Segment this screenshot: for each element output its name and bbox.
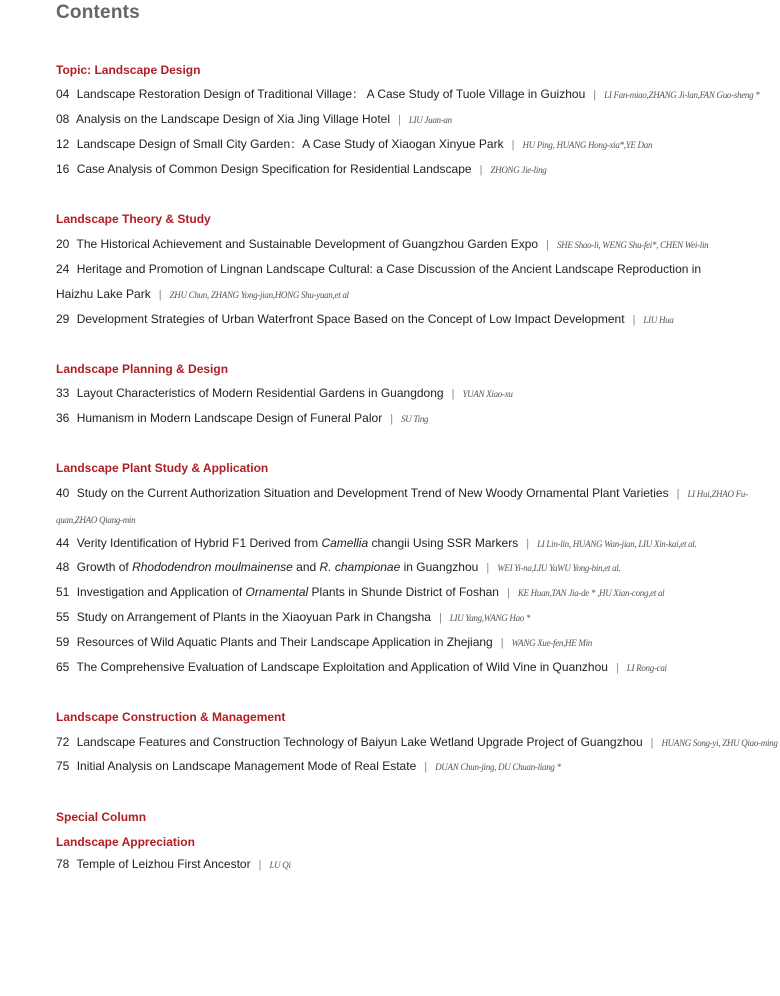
separator: | (479, 164, 483, 176)
article-authors: WEI Yi-na,LIU YaWU Yong-bin,et al. (497, 563, 621, 573)
article-title: Analysis on the Landscape Design of Xia Jing Village Hotel (76, 112, 391, 126)
article-authors: LI Hui,ZHAO Fu-quan,ZHAO Qiang-min (56, 489, 748, 525)
separator: | (500, 637, 504, 649)
separator: | (632, 314, 636, 326)
section-heading-topic: Topic: Landscape Design (56, 63, 201, 77)
article-title: Landscape Design of Small City Garden：A Case Study of Xiaogan Xinyue Park (76, 137, 504, 151)
article-authors: SHE Shao-li, WENG Shu-fei*, CHEN Wei-lin (556, 240, 709, 250)
page-number: 55 (56, 610, 70, 624)
separator: | (258, 859, 262, 871)
toc-entry[interactable] (56, 605, 770, 631)
article-title: Development Strategies of Urban Waterfront Space Based on the Concept of Low Impact Development (76, 312, 625, 326)
article-title: The Comprehensive Evaluation of Landscape Exploitation and Application of Wild Vine in Quanzhou (76, 660, 608, 674)
toc-entry[interactable] (56, 754, 770, 780)
article-title: Study on the Current Authorization Situation and Development Trend of New Woody Ornamental Plant Varieties (76, 486, 669, 500)
page-number: 72 (56, 735, 70, 749)
toc-entry[interactable] (56, 381, 770, 407)
article-authors: SU Ting (401, 414, 429, 424)
toc-entry[interactable] (56, 852, 770, 878)
article-authors: LU Qi (269, 860, 291, 870)
article-title: Landscape Restoration Design of Traditional Village： A Case Study of Tuole Village in Guizhou (76, 87, 586, 101)
toc-entry[interactable] (56, 630, 770, 656)
separator: | (451, 388, 455, 400)
separator: | (398, 114, 401, 126)
separator: | (676, 488, 680, 500)
section-heading-theory: Landscape Theory & Study (56, 212, 211, 226)
article-authors: LI Fan-miao,ZHANG Ji-lan,FAN Guo-sheng * (604, 90, 760, 100)
article-title: Heritage and Promotion of Lingnan Landscape Cultural: a Case Discussion of the Ancient Landscape Reproduction in Haizhu Lake Park (56, 262, 702, 301)
article-title: Case Analysis of Common Design Specification for Residential Landscape (76, 162, 472, 176)
page-number: 33 (56, 386, 70, 400)
separator: | (486, 562, 490, 574)
title-emphasis: Ornamental (245, 585, 309, 599)
page-number: 44 (56, 536, 70, 550)
separator: | (593, 89, 597, 101)
separator: | (424, 761, 428, 773)
toc-entry[interactable] (56, 257, 736, 308)
article-title-part: in Guangzhou (400, 560, 479, 574)
page-number: 29 (56, 312, 70, 326)
page-number: 36 (56, 411, 70, 425)
species-name: R. championae (319, 560, 401, 574)
article-authors: HU Ping, HUANG Hong-xia*,YE Dan (522, 140, 653, 150)
article-title: Layout Characteristics of Modern Residential Gardens in Guangdong (76, 386, 444, 400)
page-number: 08 (56, 112, 70, 126)
page-number: 78 (56, 857, 70, 871)
article-title: Landscape Features and Construction Technology of Baiyun Lake Wetland Upgrade Project of Guangzhou (76, 735, 643, 749)
toc-entry[interactable] (56, 531, 770, 557)
toc-entry[interactable] (56, 655, 770, 681)
page-number: 24 (56, 262, 70, 276)
article-title: Initial Analysis on Landscape Management Mode of Real Estate (76, 759, 417, 773)
separator: | (526, 538, 530, 550)
toc-entry[interactable] (56, 406, 770, 432)
separator: | (511, 139, 515, 151)
article-authors: LIU Juan-an (408, 115, 452, 125)
article-title-part: changii Using SSR Markers (368, 536, 519, 550)
page-number: 51 (56, 585, 70, 599)
article-title: Study on Arrangement of Plants in the Xiaoyuan Park in Changsha (76, 610, 431, 624)
page-number: 16 (56, 162, 70, 176)
separator: | (390, 413, 394, 425)
page-number: 40 (56, 486, 70, 500)
page-number: 75 (56, 759, 70, 773)
section-heading-special-column: Special Column (56, 810, 147, 824)
page-number: 59 (56, 635, 70, 649)
page-number: 12 (56, 137, 70, 151)
page-number: 65 (56, 660, 70, 674)
page-number: 20 (56, 237, 70, 251)
article-authors: LI Rong-cai (626, 663, 667, 673)
article-authors: ZHU Chun, ZHANG Yong-jian,HONG Shu-yuan,et al (169, 290, 349, 300)
toc-entry[interactable] (56, 481, 752, 533)
article-title: The Historical Achievement and Sustainable Development of Guangzhou Garden Expo (76, 237, 539, 251)
article-authors: HUANG Song-yi, ZHU Qiao-ming (661, 738, 778, 748)
page-number: 04 (56, 87, 70, 101)
separator: | (438, 612, 442, 624)
article-authors: KE Huan,TAN Jia-de * ,HU Xian-cong,et al (517, 588, 665, 598)
separator: | (546, 239, 549, 251)
page-title: Contents (56, 2, 140, 23)
toc-entry[interactable] (56, 580, 770, 606)
section-heading-construction: Landscape Construction & Management (56, 710, 286, 724)
toc-entry[interactable] (56, 232, 770, 258)
article-title-part: and (292, 560, 320, 574)
article-title: Temple of Leizhou First Ancestor (76, 857, 251, 871)
article-authors: WANG Xue-fen,HE Min (511, 638, 592, 648)
article-authors: LI Lin-lin, HUANG Wan-jian, LIU Xin-kai,et al. (537, 539, 697, 549)
article-authors: LIU Hua (643, 315, 674, 325)
article-authors: ZHONG Jie-ling (490, 165, 547, 175)
toc-entry[interactable] (56, 555, 770, 581)
article-title-part: Investigation and Application of (76, 585, 246, 599)
article-authors: DUAN Chun-jing, DU Chuan-liang * (435, 762, 561, 772)
separator: | (650, 737, 654, 749)
section-heading-planning: Landscape Planning & Design (56, 362, 229, 376)
article-authors: LIU Yang,WANG Hao * (449, 613, 531, 623)
toc-entry[interactable] (56, 82, 770, 108)
article-title-part: Verity Identification of Hybrid F1 Derived from (76, 536, 322, 550)
toc-entry[interactable] (56, 157, 770, 183)
separator: | (615, 662, 619, 674)
article-authors: YUAN Xiao-xu (462, 389, 513, 399)
section-heading-appreciation: Landscape Appreciation (56, 835, 195, 849)
separator: | (158, 289, 162, 301)
toc-entry[interactable] (56, 132, 770, 158)
article-title: Resources of Wild Aquatic Plants and Their Landscape Application in Zhejiang (76, 635, 493, 649)
toc-entry[interactable] (56, 307, 770, 333)
species-name: Camellia (321, 536, 369, 550)
toc-entry[interactable] (56, 107, 770, 133)
article-title: Humanism in Modern Landscape Design of Funeral Palor (76, 411, 383, 425)
article-title-part: Plants in Shunde District of Foshan (308, 585, 499, 599)
toc-entry[interactable] (56, 730, 778, 756)
article-title-part: Growth of (76, 560, 133, 574)
page-number: 48 (56, 560, 70, 574)
separator: | (506, 587, 510, 599)
species-name: Rhododendron moulmainense (132, 560, 293, 574)
section-heading-plant: Landscape Plant Study & Application (56, 461, 269, 475)
